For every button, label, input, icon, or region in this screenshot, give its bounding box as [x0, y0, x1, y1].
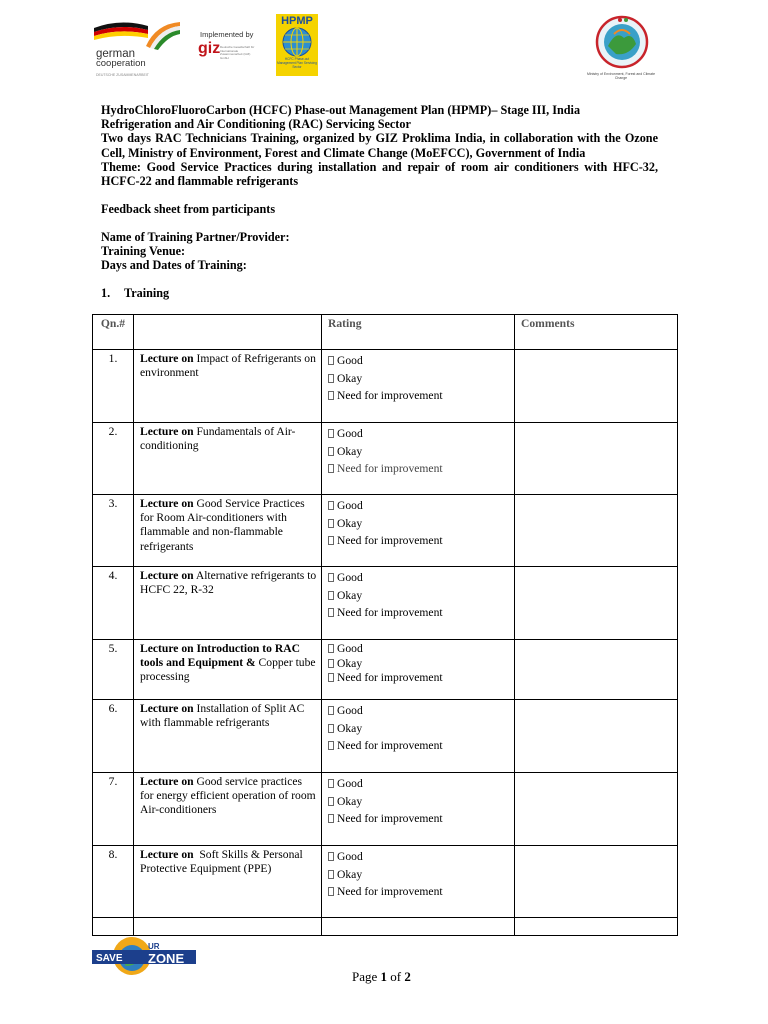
question-number: 2. — [93, 423, 134, 495]
rating-option-label: Okay — [337, 794, 363, 808]
document-header — [101, 103, 658, 188]
rating-options — [322, 640, 515, 700]
training-dates-label: Days and Dates of Training: — [101, 258, 247, 272]
checkbox-icon[interactable] — [328, 870, 334, 879]
section-heading — [101, 286, 169, 301]
rating-option-label: Okay — [337, 656, 363, 670]
lecture-title: Soft Skills & Personal Protective Equipment (PPE) — [140, 848, 306, 876]
rating-improve-option[interactable] — [328, 883, 514, 901]
rating-options — [322, 350, 515, 423]
table-row — [93, 495, 678, 567]
lecture-topic — [134, 350, 322, 423]
rating-option-label: Need for improvement — [337, 885, 443, 899]
lecture-label: Lecture on — [140, 702, 194, 715]
checkbox-icon[interactable] — [328, 429, 334, 438]
total-pages: 2 — [404, 969, 411, 984]
rating-options — [322, 846, 515, 918]
rating-improve-option[interactable] — [328, 604, 514, 622]
lecture-title: Good service practices for energy efficient operation of room Air-conditioners — [140, 775, 318, 817]
comments-cell[interactable] — [515, 773, 678, 846]
table-row — [93, 567, 678, 640]
moefcc-logo — [588, 12, 654, 88]
logo-bar — [0, 10, 768, 88]
rating-good-option[interactable] — [328, 775, 514, 793]
rating-improve-option[interactable] — [328, 460, 514, 478]
checkbox-icon[interactable] — [328, 887, 334, 896]
lecture-title: Good Service Practices for Room Air-conditioners with flammable and non-flammable refrigerants — [140, 497, 308, 553]
lecture-topic — [134, 567, 322, 640]
lecture-topic — [134, 640, 322, 700]
header-line-1: HydroChloroFluoroCarbon (HCFC) Phase-out Management Plan (HPMP)– Stage III, India — [101, 103, 581, 117]
header-qn: Qn.# — [93, 315, 134, 350]
giz-wordmark: giz — [198, 40, 221, 57]
hpmp-logo — [276, 14, 318, 76]
rating-options — [322, 567, 515, 640]
rating-options — [322, 773, 515, 846]
rating-good-option[interactable] — [328, 352, 514, 370]
svg-text:ZONE: ZONE — [148, 951, 185, 966]
lecture-label: Lecture on — [140, 775, 194, 788]
hpmp-subtext: HCFC Phase-out Management Plan Servicing Sector — [277, 57, 317, 69]
checkbox-icon[interactable] — [328, 573, 334, 582]
lecture-label: Lecture on — [140, 425, 194, 438]
rating-okay-option[interactable] — [328, 720, 514, 738]
header-rating: Rating — [322, 315, 515, 350]
header-line-3: Two days RAC Technicians Training, organized by GIZ Proklima India, in collaboration with the Ozone Cell, Ministry of Environment, Forest and Climate Change (MoEFCC), Government of India — [101, 131, 658, 160]
rating-okay-option[interactable] — [328, 443, 514, 461]
checkbox-icon[interactable] — [328, 608, 334, 617]
question-number: 4. — [93, 567, 134, 640]
comments-cell[interactable] — [515, 846, 678, 918]
checkbox-icon[interactable] — [328, 644, 334, 653]
checkbox-icon[interactable] — [328, 501, 334, 510]
lecture-title: Alternative refrigerants to HCFC 22, R-32 — [140, 569, 320, 597]
rating-option-label: Okay — [337, 588, 363, 602]
rating-option-label: Okay — [337, 371, 363, 385]
section-title: Training — [124, 286, 170, 300]
empty-cell — [134, 918, 322, 936]
german-text: german — [96, 48, 135, 60]
comments-cell[interactable] — [515, 350, 678, 423]
header-line-4: Theme: Good Service Practices during installation and repair of room air conditioners with HFC-32, HCFC-22 and flammable refrigerants — [101, 159, 658, 189]
checkbox-icon[interactable] — [328, 814, 334, 823]
rating-option-label: Good — [337, 642, 363, 655]
german-india-flag-swoosh-icon — [90, 16, 186, 50]
table-header-row — [93, 315, 678, 350]
lecture-label: Lecture on — [140, 352, 194, 365]
rating-option-label: Need for improvement — [337, 462, 443, 476]
rating-option-label: Good — [337, 354, 363, 367]
checkbox-icon[interactable] — [328, 591, 334, 600]
page-footer: Page 1 of 2 — [352, 969, 411, 984]
question-number: 8. — [93, 846, 134, 918]
checkbox-icon[interactable] — [328, 852, 334, 861]
lecture-label: Lecture on Introduction to RAC tools and Equipment & — [140, 642, 300, 670]
implemented-by-text: Implemented by — [200, 30, 254, 39]
current-page: 1 — [380, 969, 388, 984]
checkbox-icon[interactable] — [328, 374, 334, 383]
rating-option-label: Okay — [337, 867, 363, 881]
checkbox-icon[interactable] — [328, 519, 334, 528]
table-row-empty — [93, 918, 678, 936]
checkbox-icon[interactable] — [328, 536, 334, 545]
hpmp-title: HPMP — [281, 15, 313, 27]
training-partner-label: Name of Training Partner/Provider: — [101, 230, 290, 244]
checkbox-icon[interactable] — [328, 779, 334, 788]
rating-improve-option[interactable] — [328, 737, 514, 755]
rating-option-label: Good — [337, 427, 363, 440]
rating-option-label: Need for improvement — [337, 671, 443, 684]
question-number: 1. — [93, 350, 134, 423]
cooperation-text: cooperation — [96, 58, 146, 69]
lecture-title: Installation of Split AC with flammable refrigerants — [140, 702, 308, 730]
save-our-ozone-logo — [92, 936, 196, 982]
table-row — [93, 423, 678, 495]
rating-option-label: Okay — [337, 721, 363, 735]
rating-options — [322, 495, 515, 567]
rating-option-label: Need for improvement — [337, 606, 443, 620]
rating-option-label: Good — [337, 704, 363, 717]
german-cooperation-subtext: DEUTSCHE ZUSAMMENARBEIT — [96, 73, 149, 77]
lecture-label: Lecture on — [140, 569, 194, 582]
rating-okay-option[interactable] — [328, 587, 514, 605]
lecture-title: Copper tube processing — [140, 656, 319, 684]
table-row — [93, 640, 678, 700]
rating-option-label: Need for improvement — [337, 812, 443, 826]
checkbox-icon[interactable] — [328, 724, 334, 733]
comments-cell[interactable] — [515, 567, 678, 640]
svg-text:SAVE: SAVE — [96, 953, 123, 964]
question-number: 6. — [93, 700, 134, 773]
checkbox-icon[interactable] — [328, 673, 334, 682]
rating-improve-option[interactable] — [328, 532, 514, 550]
question-number: 7. — [93, 773, 134, 846]
feedback-title: Feedback sheet from participants — [101, 202, 276, 216]
lecture-topic — [134, 700, 322, 773]
rating-options — [322, 423, 515, 495]
rating-option-label: Okay — [337, 516, 363, 530]
rating-option-label: Okay — [337, 444, 363, 458]
rating-option-label: Good — [337, 499, 363, 512]
lecture-topic — [134, 773, 322, 846]
feedback-table — [92, 314, 678, 936]
rating-option-label: Good — [337, 571, 363, 584]
rating-option-label: Good — [337, 850, 363, 863]
rating-option-label: Need for improvement — [337, 534, 443, 548]
german-cooperation-logo — [90, 16, 195, 78]
giz-logo — [198, 30, 273, 70]
rating-improve-option[interactable] — [328, 810, 514, 828]
empty-cell — [93, 918, 134, 936]
header-topic — [134, 315, 322, 350]
checkbox-icon[interactable] — [328, 391, 334, 400]
comments-cell[interactable] — [515, 495, 678, 567]
section-number: 1. — [101, 286, 111, 300]
rating-okay-option[interactable] — [328, 370, 514, 388]
question-number: 3. — [93, 495, 134, 567]
moefcc-subtext: Ministry of Environment, Forest and Climate Change — [586, 72, 656, 81]
rating-good-option[interactable] — [328, 569, 514, 587]
svg-text:UR: UR — [148, 942, 160, 951]
header-comments: Comments — [515, 315, 678, 350]
lecture-topic — [134, 495, 322, 567]
training-venue-label: Training Venue: — [101, 244, 186, 258]
lecture-label: Lecture on — [140, 497, 194, 510]
giz-subtext: Deutsche Gesellschaft für Internationale Zusammenarbeit (GIZ) GmbH — [220, 45, 255, 60]
rating-good-option[interactable] — [328, 497, 514, 515]
rating-okay-option[interactable] — [328, 793, 514, 811]
table-row — [93, 350, 678, 423]
lecture-title: Impact of Refrigerants on environment — [140, 352, 319, 380]
header-line-2: Refrigeration and Air Conditioning (RAC) Servicing Sector — [101, 117, 411, 132]
lecture-topic — [134, 423, 322, 495]
rating-good-option[interactable] — [328, 702, 514, 720]
comments-cell[interactable] — [515, 700, 678, 773]
rating-options — [322, 700, 515, 773]
table-row — [93, 700, 678, 773]
question-number: 5. — [93, 640, 134, 700]
empty-cell — [322, 918, 515, 936]
rating-good-option[interactable] — [328, 642, 514, 657]
rating-okay-option[interactable] — [328, 657, 514, 672]
rating-option-label: Need for improvement — [337, 739, 443, 753]
checkbox-icon[interactable] — [328, 659, 334, 668]
rating-good-option[interactable] — [328, 425, 514, 443]
checkbox-icon[interactable] — [328, 706, 334, 715]
checkbox-icon[interactable] — [328, 741, 334, 750]
lecture-title: Fundamentals of Air-conditioning — [140, 425, 296, 453]
comments-cell[interactable] — [515, 640, 678, 700]
table-row — [93, 846, 678, 918]
rating-option-label: Need for improvement — [337, 389, 443, 403]
table-row — [93, 773, 678, 846]
checkbox-icon[interactable] — [328, 356, 334, 365]
rating-improve-option[interactable] — [328, 387, 514, 405]
moefcc-emblem-icon — [594, 12, 650, 70]
rating-okay-option[interactable] — [328, 866, 514, 884]
empty-cell — [515, 918, 678, 936]
checkbox-icon[interactable] — [328, 797, 334, 806]
comments-cell[interactable] — [515, 423, 678, 495]
rating-option-label: Good — [337, 777, 363, 790]
lecture-label: Lecture on — [140, 848, 194, 861]
rating-good-option[interactable] — [328, 848, 514, 866]
lecture-topic — [134, 846, 322, 918]
globe-icon — [282, 27, 312, 57]
rating-improve-option[interactable] — [328, 671, 514, 686]
checkbox-icon[interactable] — [328, 464, 334, 473]
checkbox-icon[interactable] — [328, 447, 334, 456]
rating-okay-option[interactable] — [328, 515, 514, 533]
